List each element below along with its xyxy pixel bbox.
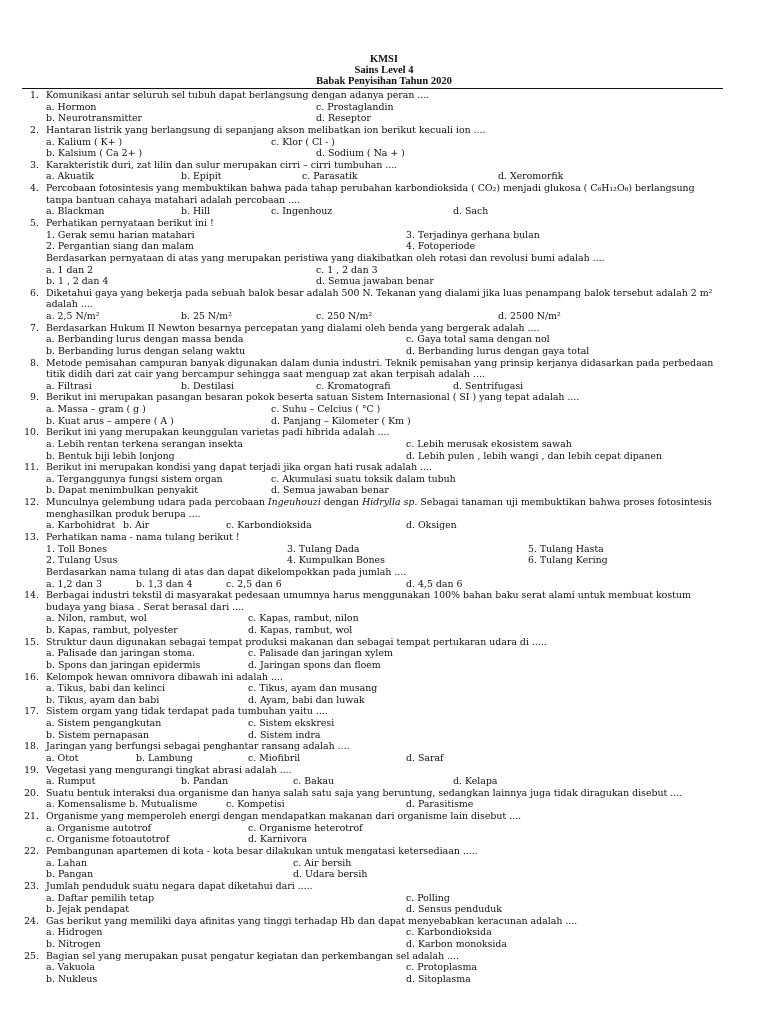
question-text: a. 2,5 N/m² (46, 311, 100, 322)
question-text: Bagian sel yang merupakan pusat pengatur kegiatan dan perkembangan sel adalah .... (46, 950, 460, 962)
question-text: 3. Tulang Dada (287, 543, 360, 555)
question-text: Komunikasi antar seluruh sel tubuh dapat berlangsung dengan adanya peran .... (46, 90, 430, 101)
question-text: c. Tikus, ayam dan musang (248, 683, 378, 695)
question-text: Metode pemisahan campuran banyak digunakan dalam dunia industri. Teknik pemisahan yang prinsip kerjanya didasarkan pada perbedaan (46, 357, 714, 369)
question-number: 6. (30, 287, 39, 299)
question-text: a. Massa – gram ( g ) (46, 404, 146, 415)
question-text: Organisme yang memperoleh energi dengan mendapatkan makanan dari organisme lain disebut .... (46, 811, 522, 823)
question-text: c. Kapas, rambut, nilon (248, 613, 359, 625)
question-number: 24. (24, 915, 39, 927)
question-text: d. Parasitisme (406, 799, 474, 811)
question-text: c. Parasatik (302, 171, 358, 183)
question-number: 8. (30, 357, 39, 369)
question-text: 1. Gerak semu harian matahari (46, 229, 195, 241)
question-text: Berbagai industri tekstil di masyarakat pedesaan umumnya harus menggunakan 100% bahan baku serat alami untuk membuat kostum (46, 590, 691, 602)
question-text: b. Tikus, ayam dan babi (46, 694, 160, 706)
question-text: c. 2,5 dan 6 (226, 578, 282, 590)
question-text: a. Organisme autotrof (46, 822, 151, 834)
question-text: d. Kapas, rambut, wol (248, 625, 353, 636)
question-text: Jaringan yang berfungsi sebagai penghantar ransang adalah .... (46, 741, 350, 753)
question-text: c. 250 N/m² (316, 311, 373, 322)
header-organization: KMSI (369, 54, 398, 65)
question-number: 7. (30, 322, 39, 334)
question-text: d. Sach (453, 206, 489, 218)
question-text: a. Nilon, rambut, wol (46, 613, 147, 625)
question-text: c. Lebih merusak ekosistem sawah (406, 438, 572, 450)
question-text: b. Kuat arus – ampere ( A ) (46, 415, 174, 427)
question-text: b. Berbanding lurus dengan selang waktu (46, 345, 246, 357)
question-text: b. Spons dan jaringan epidermis (46, 659, 201, 671)
question-text: Suatu bentuk interaksi dua organisme dan hanya salah satu saja yang beruntung, sedangkan lainnya juga tidak diragukan disebut .... (46, 787, 683, 799)
question-number: 23. (24, 880, 39, 892)
question-text: a. Otot (46, 752, 79, 764)
question-number: 9. (30, 392, 39, 404)
question-text: a. Daftar pemilih tetap (46, 892, 155, 904)
question-text: b. Epipit (181, 171, 222, 183)
question-text: d. Panjang – Kilometer ( Km ) (271, 415, 411, 427)
question-text: a. Filtrasi (46, 380, 92, 392)
question-text: Sistem orgam yang tidak terdapat pada tumbuhan yaitu .... (46, 706, 328, 718)
question-text: 1. Toll Bones (46, 543, 108, 555)
question-text: Berdasarkan nama tulang di atas dan dapat dikelompokkan pada jumlah .... (46, 566, 407, 578)
question-text: c. Prostaglandin (316, 101, 394, 113)
question-text: a. Lebih rentan terkena serangan insekta (46, 438, 243, 450)
question-text: d. Reseptor (316, 113, 371, 125)
question-number: 17. (24, 706, 39, 718)
question-text: a. Vakuola (46, 962, 95, 974)
question-text: d. Sitoplasma (406, 973, 471, 985)
question-text: b. Sistem pernapasan (46, 729, 150, 741)
question-number: 15. (24, 636, 39, 648)
question-text: c. Karbondioksida (226, 520, 312, 532)
question-text: Perhatikan nama - nama tulang berikut ! (46, 531, 240, 543)
question-text: 3. Terjadinya gerhana bulan (406, 229, 540, 241)
question-number: 16. (24, 671, 39, 683)
question-text: c. 1 , 2 dan 3 (316, 264, 378, 276)
question-text: d. Sistem indra (248, 729, 321, 741)
question-text: d. Semua jawaban benar (271, 485, 389, 497)
question-number: 21. (24, 811, 39, 823)
question-text: a. Hidrogen (46, 927, 103, 939)
question-text: a. 1 dan 2 (46, 264, 94, 276)
question-number: 4. (30, 183, 39, 194)
question-text: a. Komensalisme b. Mutualisme (46, 799, 198, 811)
question-text: Struktur daun digunakan sebagai tempat produksi makanan dan sebagai tempat pertukaran udara di ..... (46, 636, 547, 648)
question-text: b. Pandan (181, 776, 229, 788)
question-text: c. Sistem ekskresi (248, 718, 335, 729)
question-text: d. Sentrifugasi (453, 380, 524, 392)
question-text: a. Karbohidrat (46, 520, 116, 532)
question-text: Berikut ini merupakan kondisi yang dapat terjadi jika organ hati rusak adalah .... (46, 462, 433, 474)
question-text: a. Lahan (46, 857, 88, 869)
question-text: budaya yang biasa . Serat berasal dari .... (46, 601, 245, 613)
question-text: Pembangunan apartemen di kota - kota besar dilakukan untuk mengatasi ketersediaan ..... (46, 846, 478, 857)
question-text: tanpa bantuan cahaya matahari adalah percobaan .... (46, 194, 301, 206)
question-text: c. Air bersih (293, 857, 352, 869)
question-text: b. Kalsium ( Ca 2+ ) (46, 148, 143, 160)
question-number: 25. (24, 950, 39, 962)
question-text: b. Nukleus (46, 973, 98, 985)
question-text: Berikut ini merupakan pasangan besaran pokok beserta satuan Sistem Internasional ( SI ) yang tepat adalah .... (46, 392, 580, 404)
question-number: 14. (24, 590, 39, 602)
question-text: adalah .... (46, 299, 93, 311)
question-text: a. Rumput (46, 776, 96, 788)
question-text: b. 1 , 2 dan 4 (46, 276, 109, 288)
question-text: Hantaran listrik yang berlangsung di sepanjang akson melibatkan ion berikut kecuali ion .... (46, 124, 486, 136)
question-number: 12. (24, 497, 39, 509)
question-text: 6. Tulang Kering (528, 555, 608, 567)
question-number: 22. (24, 846, 39, 857)
question-text: d. Karnivora (248, 834, 308, 846)
question-text: b. Jejak pendapat (46, 904, 129, 916)
question-text: Berdasarkan pernyataan di atas yang merupakan peristiwa yang diakibatkan oleh rotasi dan revolusi bumi adalah .... (46, 252, 605, 264)
question-text: d. Jaringan spons dan floem (248, 659, 381, 671)
question-number: 19. (24, 764, 39, 776)
header-level: Sains Level 4 (354, 65, 414, 76)
question-text: c. Miofibril (248, 752, 301, 764)
question-text: d. Berbanding lurus dengan gaya total (406, 345, 590, 357)
question-text: b. Hill (181, 206, 211, 218)
question-text: c. Protoplasma (406, 962, 477, 974)
question-text: d. Semua jawaban benar (316, 276, 434, 288)
question-text: Berikut ini yang merupakan keunggulan varietas padi hibrida adalah .... (46, 427, 390, 439)
question-text: a. Terganggunya fungsi sistem organ (46, 473, 223, 485)
question-text: b. 25 N/m² (181, 311, 232, 322)
question-number: 11. (24, 462, 39, 474)
question-text: 2. Pergantian siang dan malam (46, 241, 194, 253)
question-text: c. Kromatografi (316, 380, 391, 392)
question-text: a. Blackman (46, 206, 105, 218)
question-text: Vegetasi yang mengurangi tingkat abrasi adalah .... (46, 764, 292, 776)
question-text: b. 1,3 dan 4 (136, 578, 193, 590)
question-text: d. Saraf (406, 752, 444, 764)
question-text: b. Pangan (46, 869, 94, 881)
question-text: c. Suhu – Celcius ( °C ) (271, 404, 381, 415)
question-text: d. Sensus penduduk (406, 904, 502, 916)
question-text: b. Kapas, rambut, polyester (46, 625, 178, 636)
question-text: Munculnya gelembung udara pada percobaan Ingeuhouzi dengan Hidrylla sp. Sebagai tanaman uji membuktikan bahwa proses fotosintesis (46, 497, 712, 509)
question-text: c. Gaya total sama dengan nol (406, 334, 550, 346)
question-text: c. Akumulasi suatu toksik dalam tubuh (271, 473, 456, 485)
question-number: 5. (30, 217, 39, 229)
question-text: a. Sistem pengangkutan (46, 718, 162, 729)
question-text: d. Kelapa (453, 776, 498, 788)
question-text: b. Lambung (136, 752, 193, 764)
question-text: c. Klor ( Cl - ) (271, 136, 335, 148)
question-text: a. Akuatik (46, 171, 95, 183)
question-text: d. Lebih pulen , lebih wangi , dan lebih cepat dipanen (406, 450, 662, 462)
question-number: 13. (24, 531, 39, 543)
question-text: c. Polling (406, 892, 450, 904)
question-text: c. Kompetisi (226, 799, 285, 811)
question-text: c. Organisme heterotrof (248, 822, 363, 834)
question-text: Jumlah penduduk suatu negara dapat diketahui dari ..... (46, 880, 313, 892)
question-text: c. Palisade dan jaringan xylem (248, 648, 393, 660)
question-text: b. Dapat menimbulkan penyakit (46, 485, 199, 497)
question-text: d. 4,5 dan 6 (406, 578, 463, 590)
question-text: b. Nitrogen (46, 939, 101, 950)
question-text: Gas berikut yang memiliki daya afinitas yang tinggi terhadap Hb dan dapat menyebabkan keracunan adalah .... (46, 915, 578, 927)
question-text: Percobaan fotosintesis yang membuktikan bahwa pada tahap perubahan karbondioksida ( CO₂) menjadi glukosa ( C₆H₁₂O₆) berlangsung (46, 183, 695, 194)
header-round: Babak Penyisihan Tahun 2020 (316, 76, 452, 87)
question-text: d. Sodium ( Na + ) (316, 148, 405, 160)
question-text: 5. Tulang Hasta (528, 543, 604, 555)
question-text: titik didih dari zat cair yang bercampur sehingga saat menguap zat akan terpisah adalah .... (46, 369, 485, 381)
question-text: a. Tikus, babi dan kelinci (46, 683, 165, 695)
question-text: 2. Tulang Usus (46, 555, 118, 567)
question-text: Kelompok hewan omnivora dibawah ini adalah .... (46, 671, 283, 683)
question-text: d. Ayam, babi dan luwak (248, 694, 365, 706)
question-text: a. Hormon (46, 101, 97, 113)
question-text: b. Neurotransmitter (46, 113, 143, 125)
question-text: b. Air (123, 520, 150, 532)
question-text: d. Oksigen (406, 520, 457, 532)
question-text: d. Xeromorfik (498, 171, 564, 183)
question-text: b. Bentuk biji lebih lonjong (46, 450, 175, 462)
question-text: c. Bakau (293, 776, 334, 788)
question-number: 10. (24, 427, 39, 439)
question-text: c. Karbondioksida (406, 927, 492, 939)
header-divider (22, 88, 723, 89)
question-text: d. Udara bersih (293, 869, 368, 881)
question-number: 20. (24, 787, 39, 799)
question-text: menghasilkan produk berupa .... (46, 508, 201, 520)
question-text: d. Karbon monoksida (406, 939, 507, 950)
question-text: 4. Fotoperiode (406, 241, 476, 253)
question-text: 4. Kumpulkan Bones (287, 555, 385, 567)
question-text: a. Palisade dan jaringan stoma. (46, 648, 195, 660)
question-number: 3. (30, 159, 39, 171)
question-text: Karakteristik duri, zat lilin dan sulur merupakan cirri – cirri tumbuhan .... (46, 159, 398, 171)
question-number: 1. (30, 90, 39, 101)
question-text: Diketahui gaya yang bekerja pada sebuah balok besar adalah 500 N. Tekanan yang dialami jika luas penampang balok tersebut adalah 2 m² (46, 287, 713, 299)
question-text: Perhatikan pernyataan berikut ini ! (46, 217, 214, 229)
question-text: b. Destilasi (181, 380, 234, 392)
question-text: a. Berbanding lurus dengan massa benda (46, 334, 244, 346)
question-text: d. 2500 N/m² (498, 311, 561, 322)
question-text: a. 1,2 dan 3 (46, 578, 103, 590)
question-number: 18. (24, 741, 39, 753)
question-text: c. Ingenhouz (271, 206, 333, 218)
question-text: a. Kalium ( K+ ) (46, 136, 123, 148)
question-text: c. Organisme fotoautotrof (46, 834, 170, 846)
question-text: Berdasarkan Hukum II Newton besarnya percepatan yang dialami oleh benda yang bergerak adalah .... (46, 322, 540, 334)
question-number: 2. (30, 124, 39, 136)
